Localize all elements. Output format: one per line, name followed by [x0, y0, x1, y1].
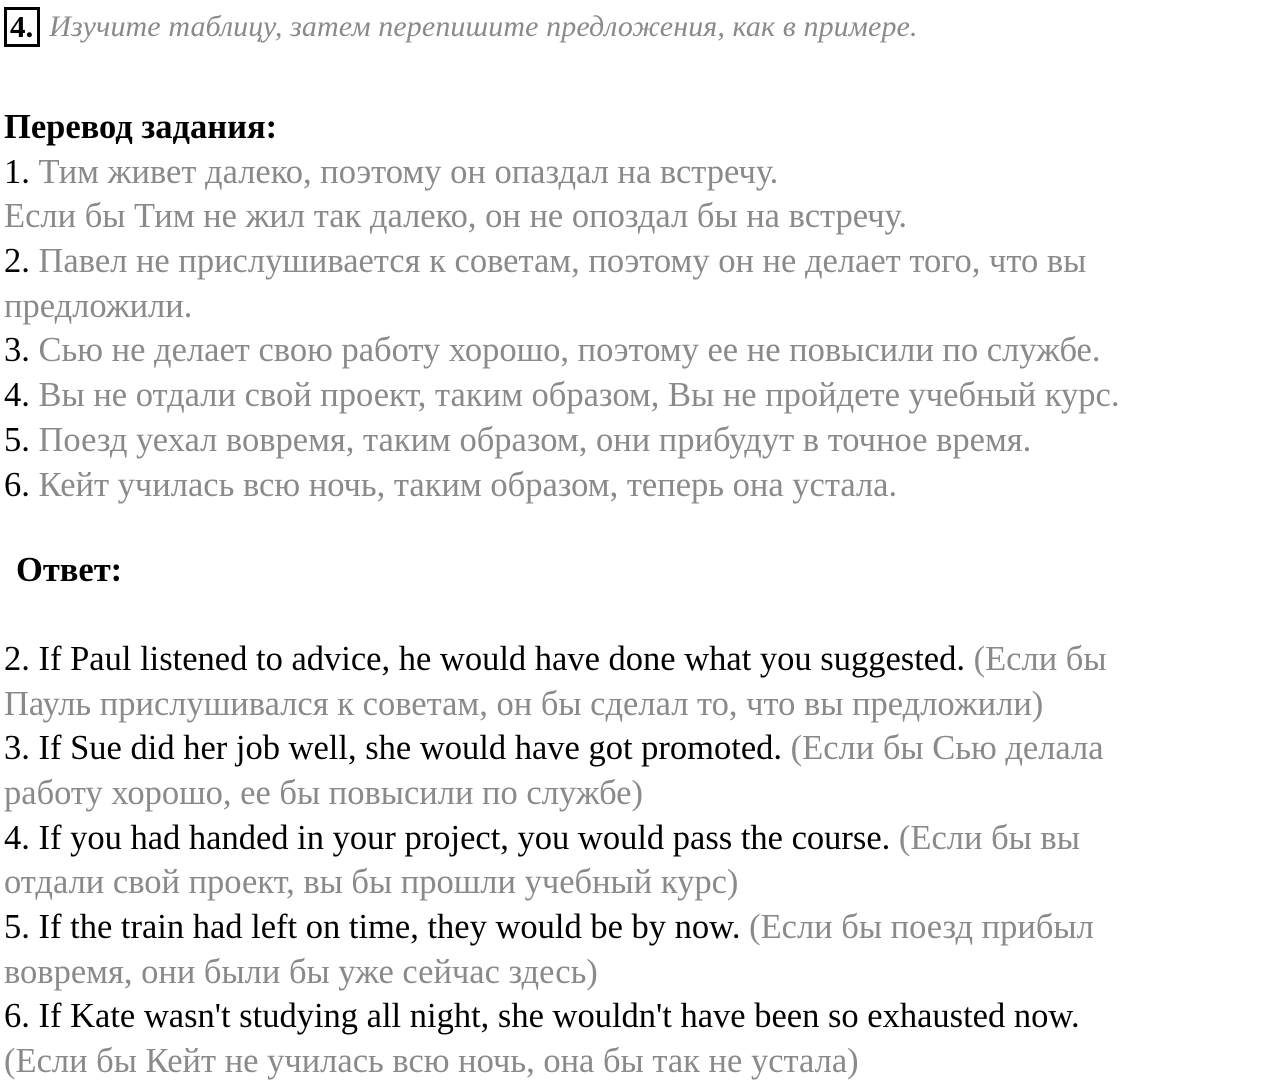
- answer-translation: отдали свой проект, вы бы прошли учебный курс): [4, 863, 739, 902]
- spacer: [4, 507, 1263, 548]
- answer-item-4: [4, 816, 1263, 861]
- translation-text: Поезд уехал вовремя, таким образом, они прибудут в точное время.: [38, 420, 1032, 459]
- translation-item-2-cont: [4, 284, 1263, 329]
- answer-english: If Kate wasn't studying all night, she wouldn't have been so exhausted now.: [38, 997, 1080, 1036]
- translation-item-1-example: [4, 194, 1263, 239]
- translation-text: Сью не делает свою работу хорошо, поэтому ее не повысили по службе.: [38, 331, 1101, 370]
- task-instruction: Изучите таблицу, затем перепишите предложения, как в примере.: [49, 10, 918, 43]
- answer-item-6-cont: [4, 1039, 1263, 1084]
- item-number: 3.: [4, 729, 30, 768]
- answer-translation: (Если бы вы: [898, 818, 1080, 857]
- document-body: [4, 105, 1263, 1084]
- translation-heading: Перевод задания:: [4, 108, 278, 146]
- task-header: [4, 6, 918, 48]
- item-number: 2.: [4, 242, 30, 281]
- answer-english: If the train had left on time, they would be by now.: [38, 908, 741, 946]
- translation-text: Если бы Тим не жил так далеко, он не опоздал бы на встречу.: [4, 197, 907, 236]
- item-number: 3.: [4, 331, 30, 370]
- answer-item-4-cont: [4, 860, 1263, 905]
- item-number: 4.: [4, 818, 30, 857]
- answer-english: If Sue did her job well, she would have got promoted.: [38, 729, 783, 768]
- item-number: 4.: [4, 376, 30, 415]
- item-number: 6.: [4, 465, 30, 504]
- translation-text: Кейт училась всю ночь, таким образом, теперь она устала.: [38, 465, 898, 504]
- answer-english: If Paul listened to advice, he would have done what you suggested.: [38, 639, 965, 678]
- answer-item-2-cont: [4, 682, 1263, 727]
- answer-heading: Ответ:: [16, 551, 123, 590]
- spacer: [4, 593, 1263, 637]
- translation-text: Павел не прислушивается к советам, поэтому он не делает того, что вы: [38, 242, 1087, 281]
- translation-text: Тим живет далеко, поэтому он опаздал на встречу.: [38, 152, 779, 191]
- answer-item-5-cont: [4, 950, 1263, 995]
- answer-translation: вовремя, они были бы уже сейчас здесь): [4, 952, 598, 991]
- answer-item-3: [4, 726, 1263, 771]
- answer-english: If you had handed in your project, you would pass the course.: [38, 818, 891, 857]
- item-number: 6.: [4, 997, 30, 1036]
- translation-item-6: [4, 463, 1263, 508]
- answer-item-2: [4, 637, 1263, 682]
- answer-item-6: [4, 994, 1263, 1039]
- translation-item-2: [4, 239, 1263, 284]
- translation-item-4: [4, 373, 1263, 418]
- answer-translation: (Если бы: [973, 639, 1107, 678]
- answer-translation: (Если бы Сью делала: [790, 729, 1104, 768]
- answer-item-5: [4, 905, 1263, 950]
- translation-text: предложили.: [4, 286, 193, 325]
- item-number: 2.: [4, 639, 30, 678]
- translation-item-5: [4, 418, 1263, 463]
- answer-translation: (Если бы поезд прибыл: [749, 908, 1094, 946]
- answer-translation: работу хорошо, ее бы повысили по службе): [4, 773, 643, 812]
- translation-text: Вы не отдали свой проект, таким образом, Вы не пройдете учебный курс.: [38, 376, 1120, 415]
- answer-translation: (Если бы Кейт не училась всю ночь, она бы так не устала): [4, 1042, 859, 1081]
- item-number: 5.: [4, 420, 30, 459]
- answer-item-3-cont: [4, 771, 1263, 816]
- item-number: 1.: [4, 152, 30, 191]
- translation-item-3: [4, 328, 1263, 373]
- item-number: 5.: [4, 908, 30, 946]
- translation-item-1: [4, 150, 1263, 195]
- task-number: 4.: [4, 7, 40, 47]
- answer-translation: Пауль прислушивался к советам, он бы сделал то, что вы предложили): [4, 684, 1044, 723]
